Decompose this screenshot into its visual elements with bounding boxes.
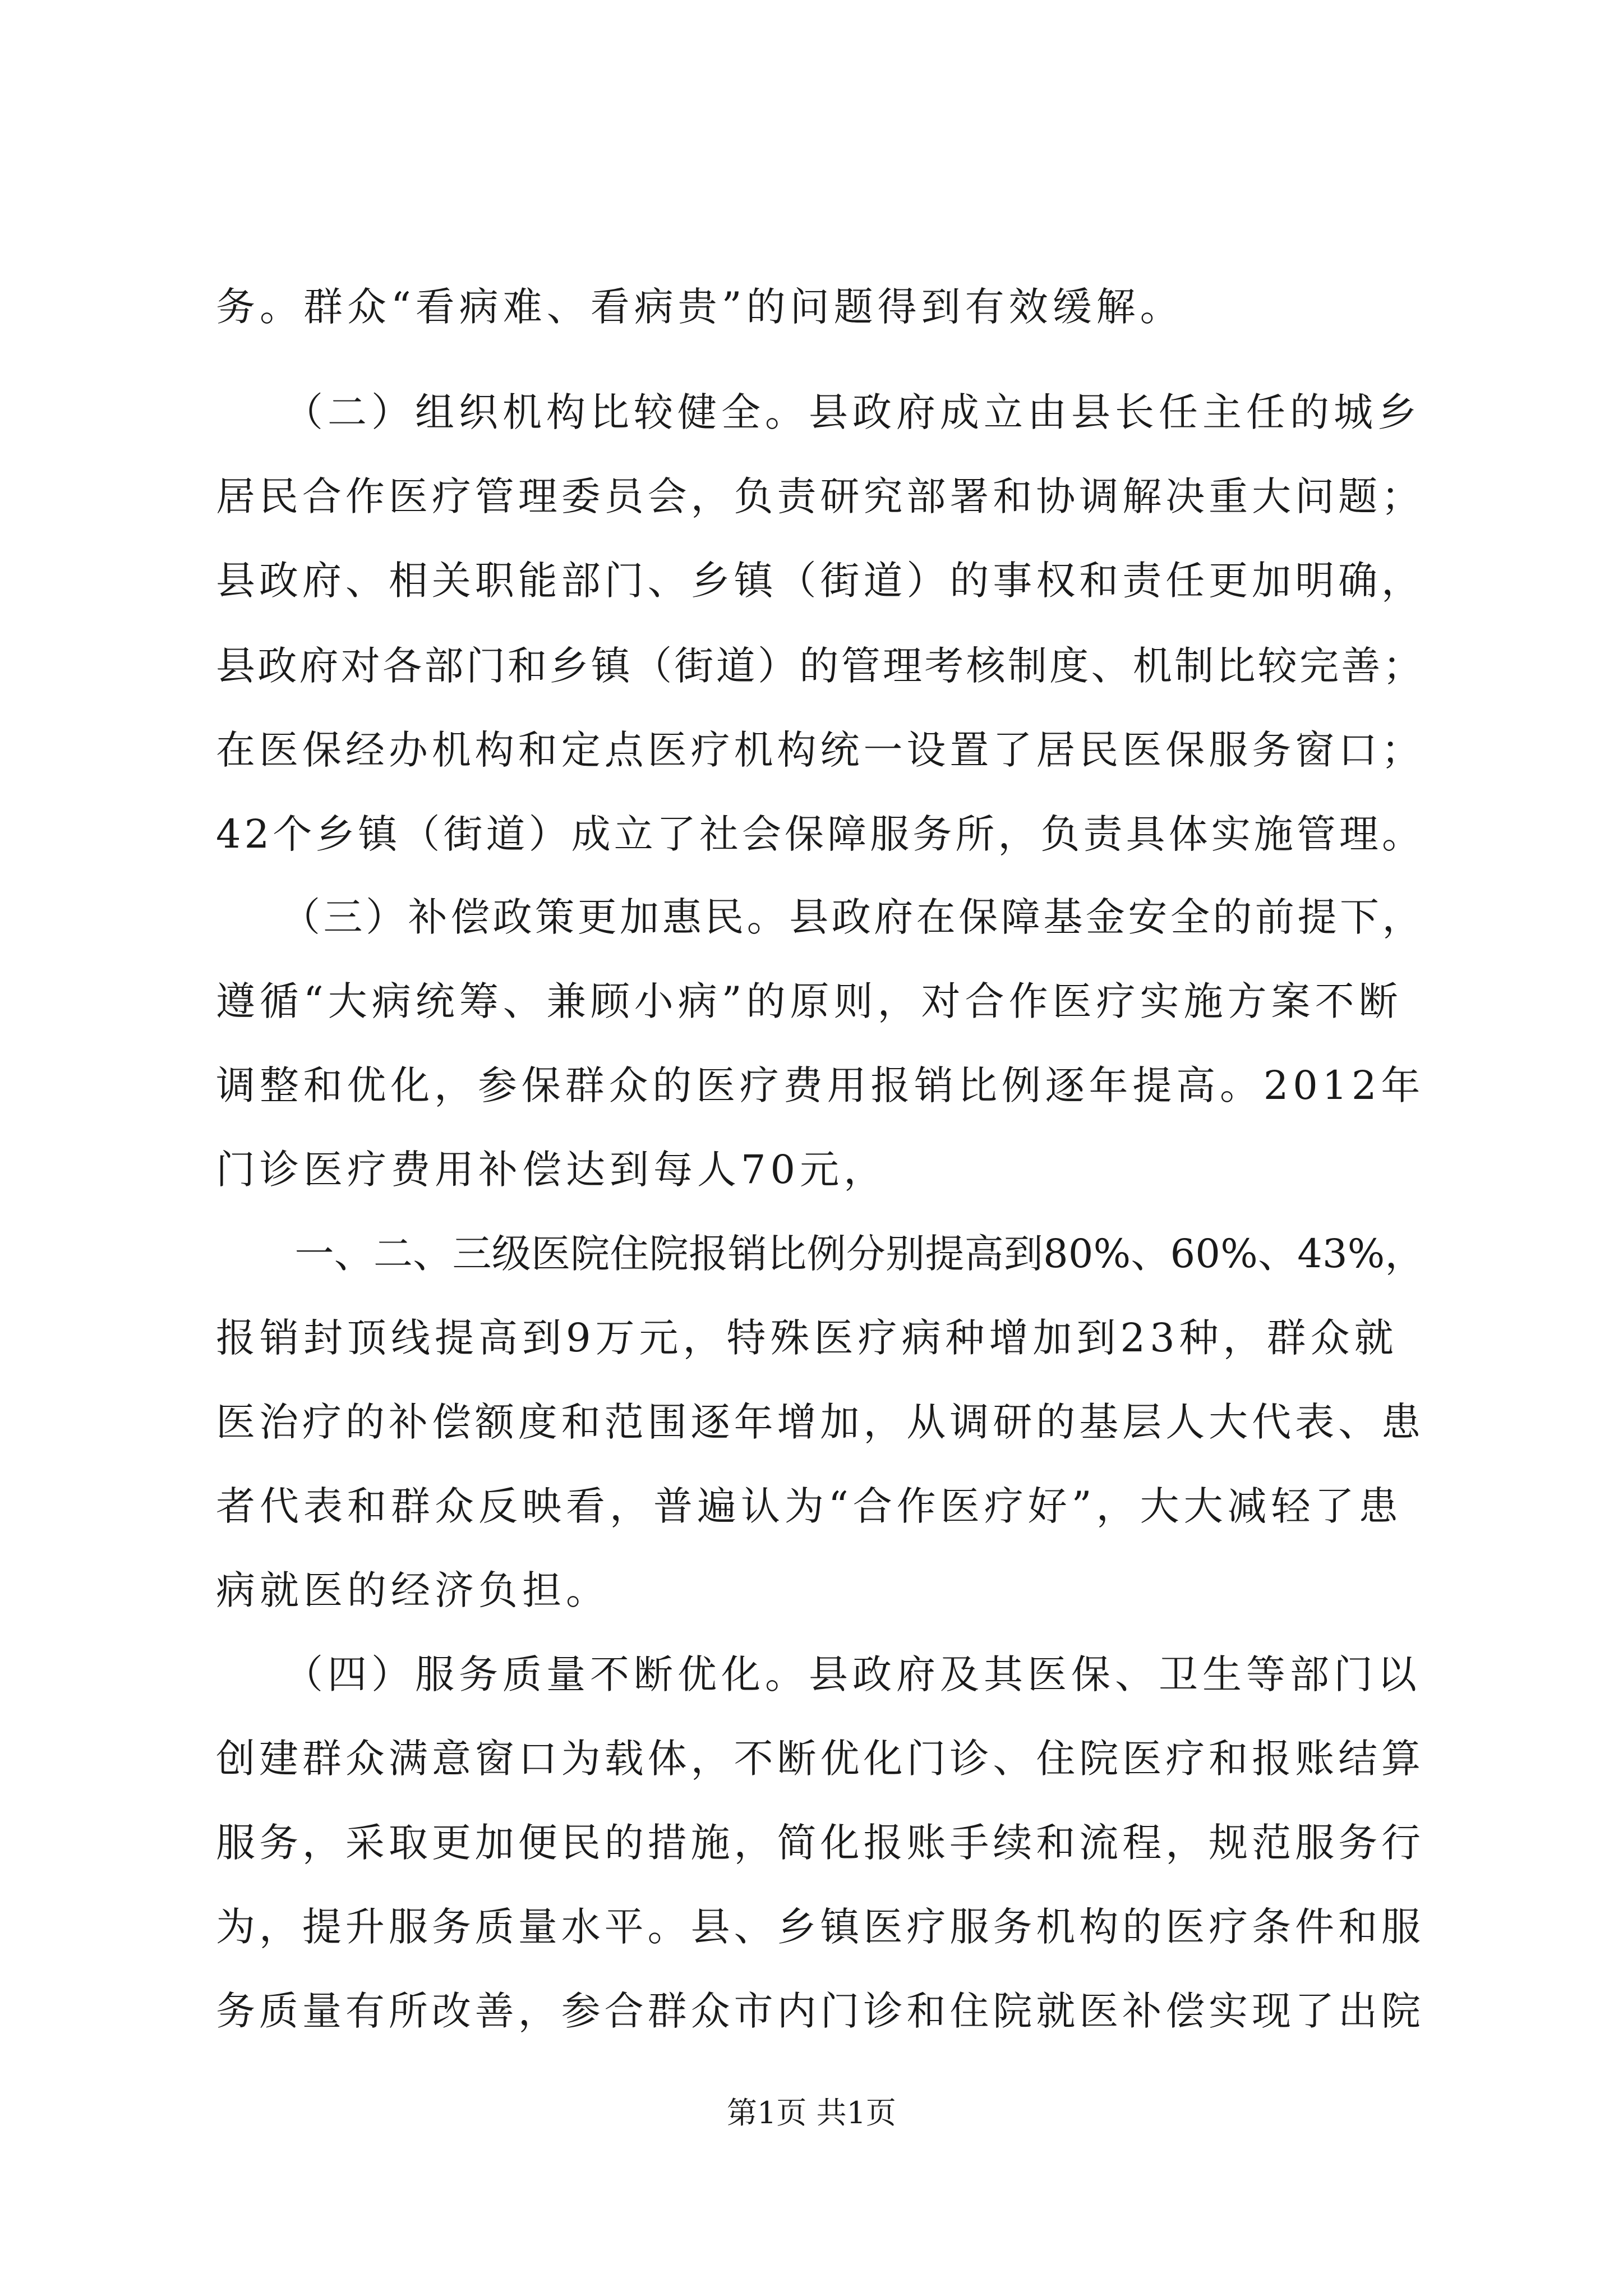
text-line: 门诊医疗费用补偿达到每人70元， <box>216 1147 888 1193</box>
text-line: 服务，采取更加便民的措施，简化报账手续和流程，规范服务行 <box>216 1820 1424 1866</box>
text-line: （二）组织机构比较健全。县政府成立由县长任主任的城乡 <box>216 389 1421 435</box>
text-line: 遵循“大病统筹、兼顾小病”的原则，对合作医疗实施方案不断 <box>216 978 1403 1024</box>
text-line: 报销封顶线提高到9万元，特殊医疗病种增加到23种，群众就 <box>216 1315 1398 1361</box>
text-line: 病就医的经济负担。 <box>216 1567 610 1613</box>
text-line: 县政府对各部门和乡镇（街道）的管理考核制度、机制比较完善； <box>216 643 1424 689</box>
text-line: （四）服务质量不断优化。县政府及其医保、卫生等部门以 <box>216 1651 1421 1697</box>
text-line: 居民合作医疗管理委员会，负责研究部署和协调解决重大问题； <box>216 473 1424 519</box>
text-line: 一、二、三级医院住院报销比例分别提高到80%、60%、43%， <box>216 1231 1424 1277</box>
text-line: 者代表和群众反映看，普遍认为“合作医疗好”，大大减轻了患 <box>216 1483 1403 1529</box>
text-line: 调整和优化，参保群众的医疗费用报销比例逐年提高。2012年 <box>216 1062 1425 1108</box>
text-line: 在医保经办机构和定点医疗机构统一设置了居民医保服务窗口； <box>216 727 1424 773</box>
text-line: 为，提升服务质量水平。县、乡镇医疗服务机构的医疗条件和服 <box>216 1904 1424 1950</box>
page-number: 第1页 共1页 <box>727 2095 896 2131</box>
text-line: 医治疗的补偿额度和范围逐年增加，从调研的基层人大代表、患 <box>216 1399 1424 1445</box>
text-line: 务。群众“看病难、看病贵”的问题得到有效缓解。 <box>216 284 1184 330</box>
text-line: 42个乡镇（街道）成立了社会保障服务所，负责具体实施管理。 <box>216 811 1425 857</box>
text-line: 创建群众满意窗口为载体，不断优化门诊、住院医疗和报账结算 <box>216 1736 1424 1782</box>
text-line: 务质量有所改善，参合群众市内门诊和住院就医补偿实现了出院 <box>216 1988 1424 2034</box>
text-line: 县政府、相关职能部门、乡镇（街道）的事权和责任更加明确， <box>216 558 1424 604</box>
text-line: （三）补偿政策更加惠民。县政府在保障基金安全的前提下， <box>216 894 1424 940</box>
